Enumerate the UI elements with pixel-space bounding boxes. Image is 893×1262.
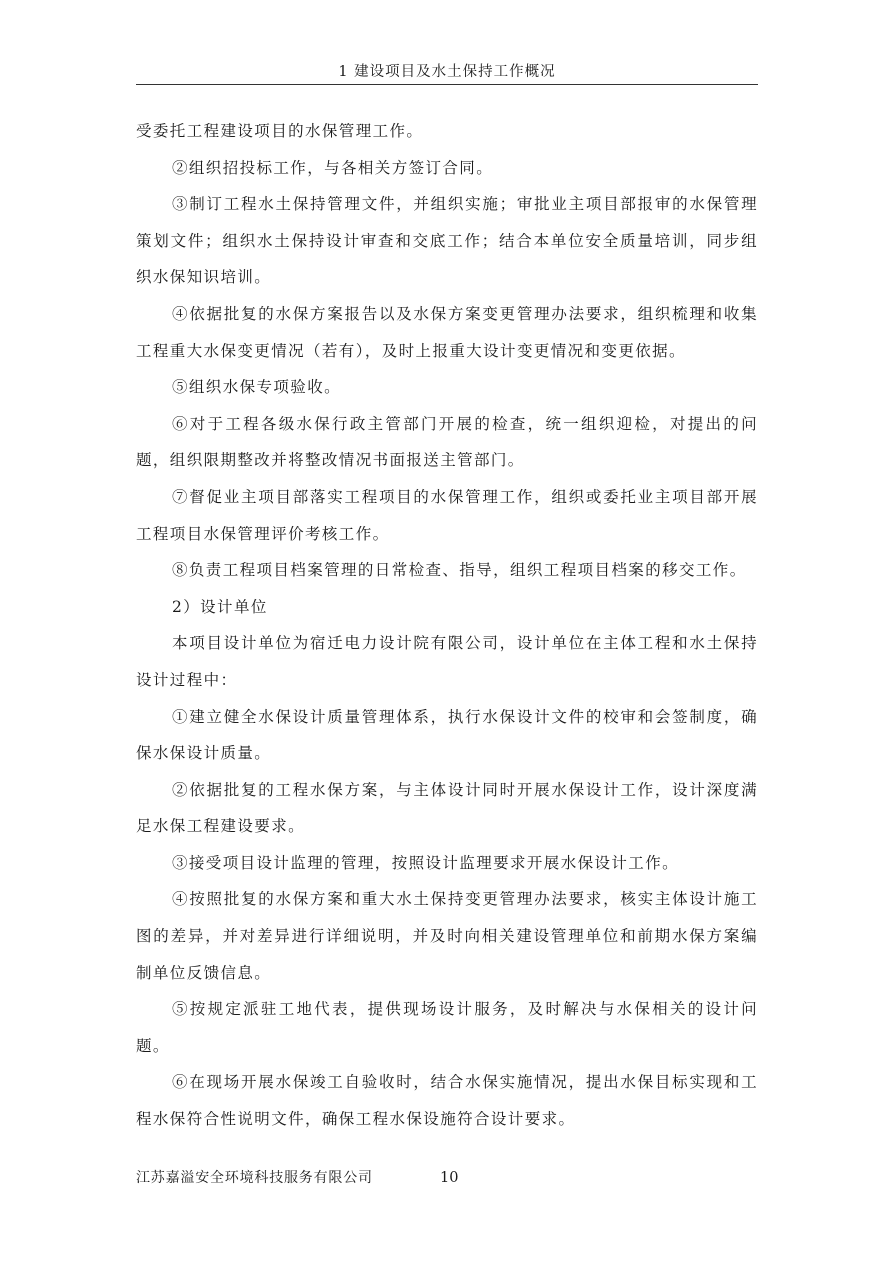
paragraph-3: ③制订工程水土保持管理文件，并组织实施；审批业主项目部报审的水保管理策划文件；组织水土保持设计审查和交底工作；结合本单位安全质量培训，同步组织水保知识培训。 <box>136 195 758 287</box>
paragraph-2: ②组织招投标工作，与各相关方签订合同。 <box>172 158 494 177</box>
page-footer <box>136 1166 459 1190</box>
document-body <box>136 113 758 1138</box>
paragraph-4: ④依据批复的水保方案报告以及水保方案变更管理办法要求，组织梳理和收集工程重大水保变更情况（若有），及时上报重大设计变更情况和变更依据。 <box>136 304 758 360</box>
page-number: 10 <box>440 1170 459 1186</box>
paragraph-13: ③接受项目设计监理的管理，按照设计监理要求开展水保设计工作。 <box>172 853 680 872</box>
header-divider <box>136 84 758 85</box>
page-header-title: 1 建设项目及水土保持工作概况 <box>338 64 556 80</box>
paragraph-6: ⑥对于工程各级水保行政主管部门开展的检查，统一组织迎检，对提出的问题，组织限期整改并将整改情况书面报送主管部门。 <box>136 414 758 470</box>
paragraph-16: ⑥在现场开展水保竣工自验收时，结合水保实施情况，提出水保目标实现和工程水保符合性说明文件，确保工程水保设施符合设计要求。 <box>136 1073 758 1129</box>
paragraph-12: ②依据批复的工程水保方案，与主体设计同时开展水保设计工作，设计深度满足水保工程建设要求。 <box>136 780 758 836</box>
section-heading-design-unit: 2）设计单位 <box>172 597 268 616</box>
paragraph-7: ⑦督促业主项目部落实工程项目的水保管理工作，组织或委托业主项目部开展工程项目水保管理评价考核工作。 <box>136 487 758 543</box>
paragraph-5: ⑤组织水保专项验收。 <box>172 378 342 397</box>
paragraph-1: 受委托工程建设项目的水保管理工作。 <box>136 122 424 140</box>
footer-company-name: 江苏嘉溢安全环境科技服务有限公司 <box>136 1170 373 1186</box>
paragraph-15: ⑤按规定派驻工地代表，提供现场设计服务，及时解决与水保相关的设计问题。 <box>136 1000 758 1055</box>
paragraph-14: ④按照批复的水保方案和重大水土保持变更管理办法要求，核实主体设计施工图的差异，并对差异进行详细说明，并及时向相关建设管理单位和前期水保方案编制单位反馈信息。 <box>136 890 758 982</box>
paragraph-11: ①建立健全水保设计质量管理体系，执行水保设计文件的校审和会签制度，确保水保设计质量。 <box>136 707 758 763</box>
paragraph-10: 本项目设计单位为宿迁电力设计院有限公司，设计单位在主体工程和水土保持设计过程中： <box>136 634 758 689</box>
paragraph-8: ⑧负责工程项目档案管理的日常检查、指导，组织工程项目档案的移交工作。 <box>172 561 747 580</box>
